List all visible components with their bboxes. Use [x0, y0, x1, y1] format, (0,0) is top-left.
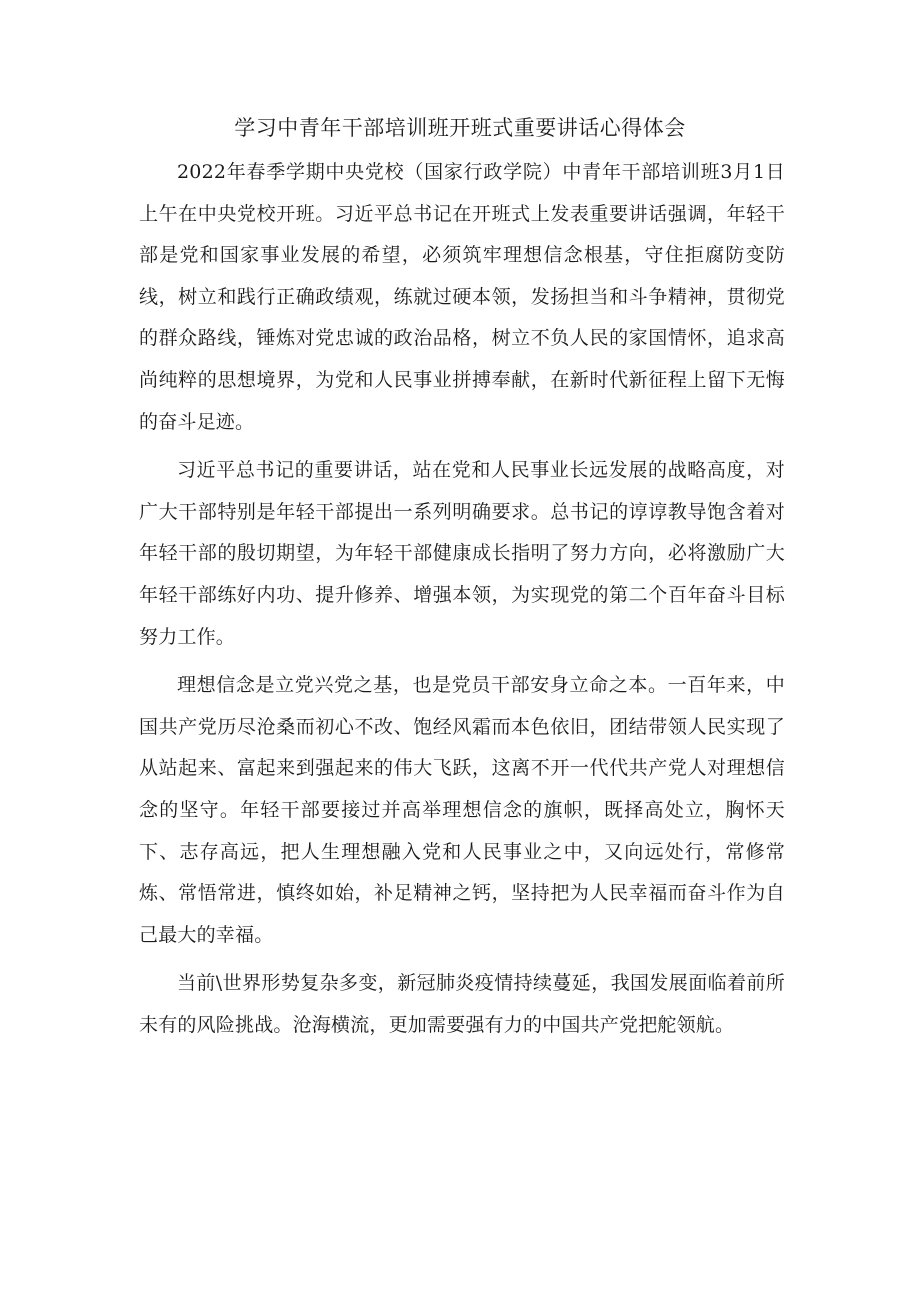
document-title: 学习中青年干部培训班开班式重要讲话心得体会	[234, 116, 686, 140]
paragraph-2: 习近平总书记的重要讲话，站在党和人民事业长远发展的战略高度，对广大干部特别是年轻干部提出一系列明确要求。总书记的谆谆教导饱含着对年轻干部的殷切期望，为年轻干部健康成长指明了努力方向，必将激励广大年轻干部练好内功、提升修养、增强本领，为实现党的第二个百年奋斗目标努力工作。	[139, 459, 785, 648]
paragraph-3: 理想信念是立党兴党之基，也是党员干部安身立命之本。一百年来，中国共产党历尽沧桑而初心不改、饱经风霜而本色依旧，团结带领人民实现了从站起来、富起来到强起来的伟大飞跃，这离不开一代代共产党人对理想信念的坚守。年轻干部要接过并高举理想信念的旗帜，既择高处立，胸怀天下、志存高远，把人生理想融入党和人民事业之中，又向远处行，常修常炼、常悟常进，慎终如始，补足精神之钙，坚持把为人民幸福而奋斗作为自己最大的幸福。	[139, 674, 785, 946]
paragraph-1: 2022年春季学期中央党校（国家行政学院）中青年干部培训班3月1日上午在中央党校开班。习近平总书记在开班式上发表重要讲话强调，年轻干部是党和国家事业发展的希望，必须筑牢理想信念根基，守住拒腐防变防线，树立和践行正确政绩观，练就过硬本领，发扬担当和斗争精神，贯彻党的群众路线，锤炼对党忠诚的政治品格，树立不负人民的家国情怀，追求高尚纯粹的思想境界，为党和人民事业拼搏奉献，在新时代新征程上留下无悔的奋斗足迹。	[139, 161, 785, 433]
document-body	[139, 152, 785, 1053]
paragraph-4: 当前\世界形势复杂多变，新冠肺炎疫情持续蔓延，我国发展面临着前所未有的风险挑战。沧海横流，更加需要强有力的中国共产党把舵领航。	[139, 972, 785, 1036]
